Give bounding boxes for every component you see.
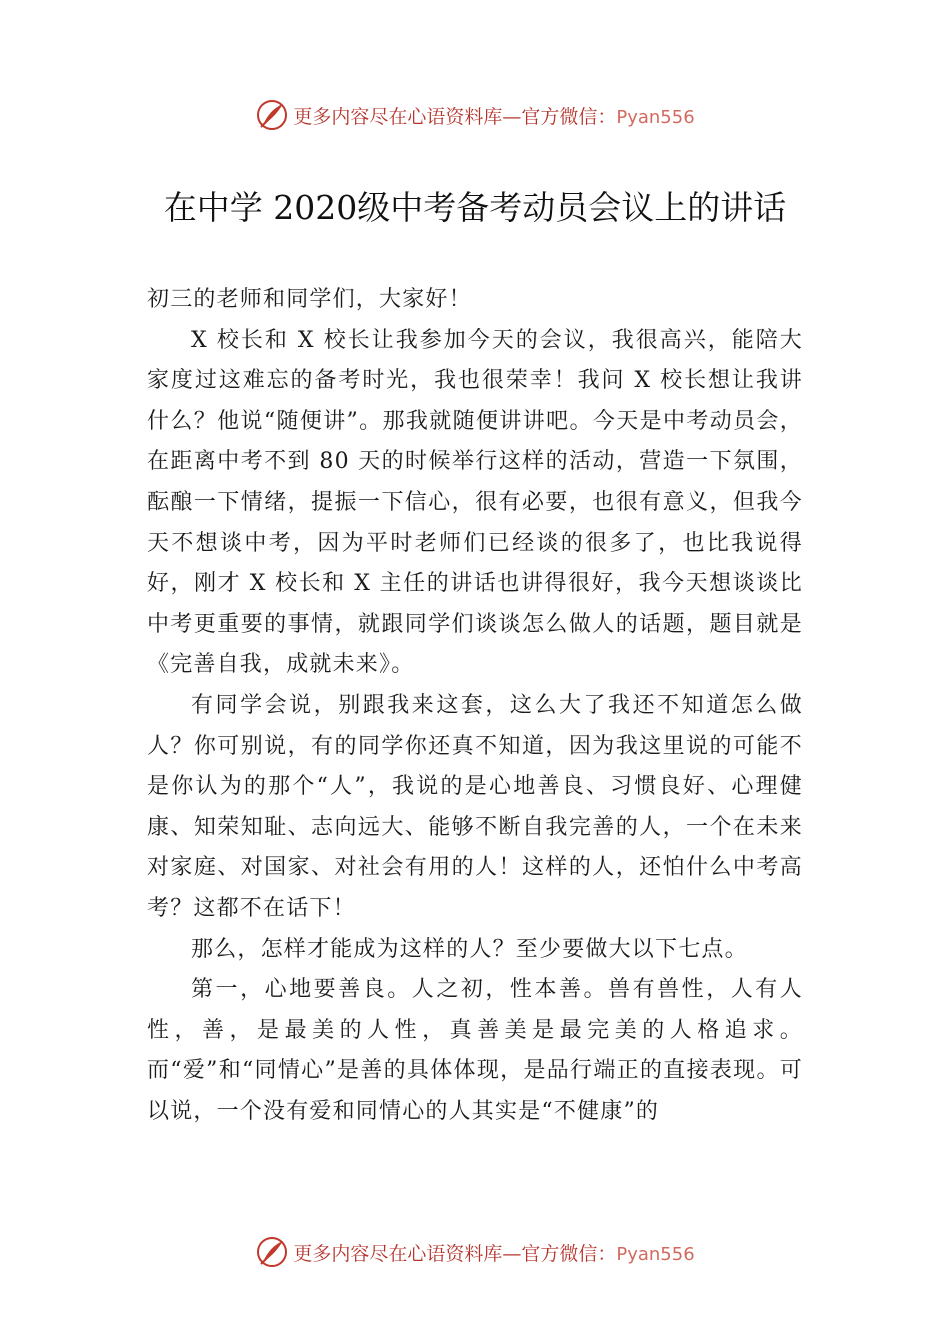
feather-logo-icon <box>255 1235 289 1269</box>
banner-text: 更多内容尽在心语资料库—官方微信：Pyan556 <box>293 1242 695 1265</box>
wechat-id: Pyan556 <box>616 106 695 128</box>
document-title: 在中学 2020级中考备考动员会议上的讲话 <box>163 188 787 227</box>
feather-logo-icon <box>255 98 289 132</box>
paragraph: 有同学会说，别跟我来这套，这么大了我还不知道怎么做人？你可别说，有的同学你还真不知道，因为我这里说的可能不是你认为的那个“人”，我说的是心地善良、习惯良好、心理健康、知荣知耻、志向远大、能够不断自我完善的人，一个在未来对家庭、对国家、对社会有用的人！这样的人，还怕什么中考高考？这都不在话下！ <box>147 692 803 921</box>
greeting: 初三的老师和同学们，大家好！ <box>147 287 472 312</box>
paragraph: 第一，心地要善良。人之初，性本善。兽有兽性，人有人性，善，是最美的人性，真善美是最完美的人格追求。而“爱”和“同情心”是善的具体体现，是品行端正的直接表现。可以说，一个没有爱和同情心的人其实是“不健康”的 <box>147 977 803 1124</box>
wechat-id: Pyan556 <box>616 1243 695 1265</box>
banner-text: 更多内容尽在心语资料库—官方微信：Pyan556 <box>293 105 695 128</box>
document-body <box>147 280 803 1132</box>
footer-banner <box>0 1232 950 1272</box>
header-banner <box>0 95 950 135</box>
paragraph: 那么，怎样才能成为这样的人？至少要做大以下七点。 <box>191 936 748 962</box>
paragraph: X 校长和 X 校长让我参加今天的会议，我很高兴，能陪大家度过这难忘的备考时光，我也很荣幸！我问 X 校长想让我讲什么？他说“随便讲”。那我就随便讲讲吧。今天是中考动员会，在距离中考不到 80 天的时候举行这样的活动，营造一下氛围，酝酿一下情绪，提振一下信心，很有必要，也很有意义，但我今天不想谈中考，因为平时老师们已经谈的很多了，也比我说得好，刚才 X 校长和 X 主任的讲话也讲得很好，我今天想谈谈比中考更重要的事情，就跟同学们谈谈怎么做人的话题，题目就是《完善自我，成就未来》。 <box>147 327 803 678</box>
